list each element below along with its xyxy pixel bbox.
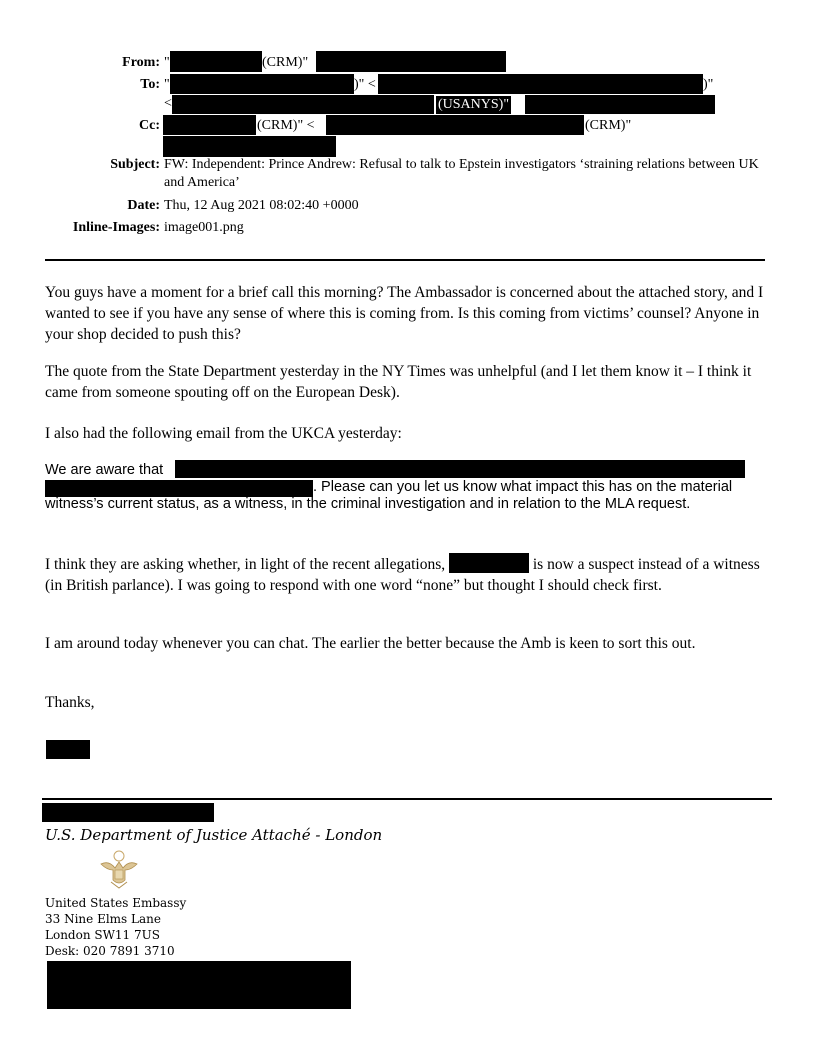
paragraph-suspect-question [45, 553, 767, 596]
inline-images-label: Inline-Images: [72, 220, 160, 235]
redaction-block [175, 460, 745, 478]
redaction-block [163, 115, 256, 135]
redaction-block [46, 740, 90, 759]
date-label: Date: [127, 198, 160, 213]
embassy-city: London SW11 7US [45, 928, 160, 942]
cc-value-1: (CRM)" < [257, 118, 315, 133]
to-line2-open: < [164, 96, 172, 111]
redaction-block [47, 961, 351, 1009]
quoted-email-body [45, 479, 767, 513]
from-value: (CRM)" [262, 55, 309, 70]
inline-images-value: image001.png [164, 220, 244, 235]
cc-value-2: (CRM)" [585, 118, 632, 133]
redaction-block [525, 95, 715, 114]
embassy-street: 33 Nine Elms Lane [45, 912, 161, 926]
redaction-block [326, 115, 584, 135]
to-value-1: )" < [354, 77, 376, 92]
signature-title: U.S. Department of Justice Attaché - London [45, 826, 383, 844]
paragraph-ukca-email: I also had the following email from the UKCA yesterday: [45, 425, 402, 442]
date-value: Thu, 12 Aug 2021 08:02:40 +0000 [164, 198, 359, 213]
redaction-block [163, 136, 336, 157]
subject-value: FW: Independent: Prince Andrew: Refusal to talk to Epstein investigators ‘straining relations between UK and America’ [164, 157, 759, 190]
paragraph-state-department: The quote from the State Department yesterday in the NY Times was unhelpful (and I let them know it – I think it came from someone spouting off on the European Desk). [45, 363, 752, 401]
redaction-block [42, 803, 214, 822]
redaction-block [316, 51, 506, 72]
paragraph-availability: I am around today whenever you can chat. The earlier the better because the Amb is keen to sort this out. [45, 635, 696, 652]
paragraph-suspect-rest: is now a suspect instead of a witness (in British parlance). I was going to respond with one word “none” but thought I should check first. [45, 556, 760, 594]
quoted-email-start: We are aware that [45, 462, 164, 478]
from-quote-open: " [164, 55, 170, 70]
redaction-block [378, 74, 703, 94]
redaction-block [449, 553, 529, 573]
desk-phone: Desk: 020 7891 3710 [45, 944, 175, 958]
to-line2-value: (USANYS)" [438, 97, 510, 112]
redaction-block [170, 51, 262, 72]
paragraph-call-request: You guys have a moment for a brief call this morning? The Ambassador is concerned about the attached story, and I wanted to see if you have any sense of where this is coming from. Is this coming from victims’ counsel? Anyone in your shop decided to push this? [45, 284, 764, 343]
paragraph-suspect-start: I think they are asking whether, in light of the recent allegations, [45, 556, 446, 573]
us-great-seal-icon [97, 848, 141, 892]
from-label: From: [122, 55, 160, 70]
header-divider [45, 259, 765, 261]
to-label: To: [140, 77, 160, 92]
embassy-name: United States Embassy [45, 896, 187, 910]
signature-divider [42, 798, 772, 800]
redaction-block [170, 74, 354, 94]
quoted-email-text: . Please can you let us know what impact this has on the material witness’s current status, as a witness, in the criminal investigation and in relation to the MLA request. [45, 479, 733, 512]
redaction-block [172, 95, 434, 114]
cc-label: Cc: [139, 118, 160, 133]
to-value-2: )" [703, 77, 714, 92]
subject-label: Subject: [110, 157, 160, 172]
paragraph-thanks: Thanks, [45, 694, 95, 711]
to-quote-open: " [164, 77, 170, 92]
